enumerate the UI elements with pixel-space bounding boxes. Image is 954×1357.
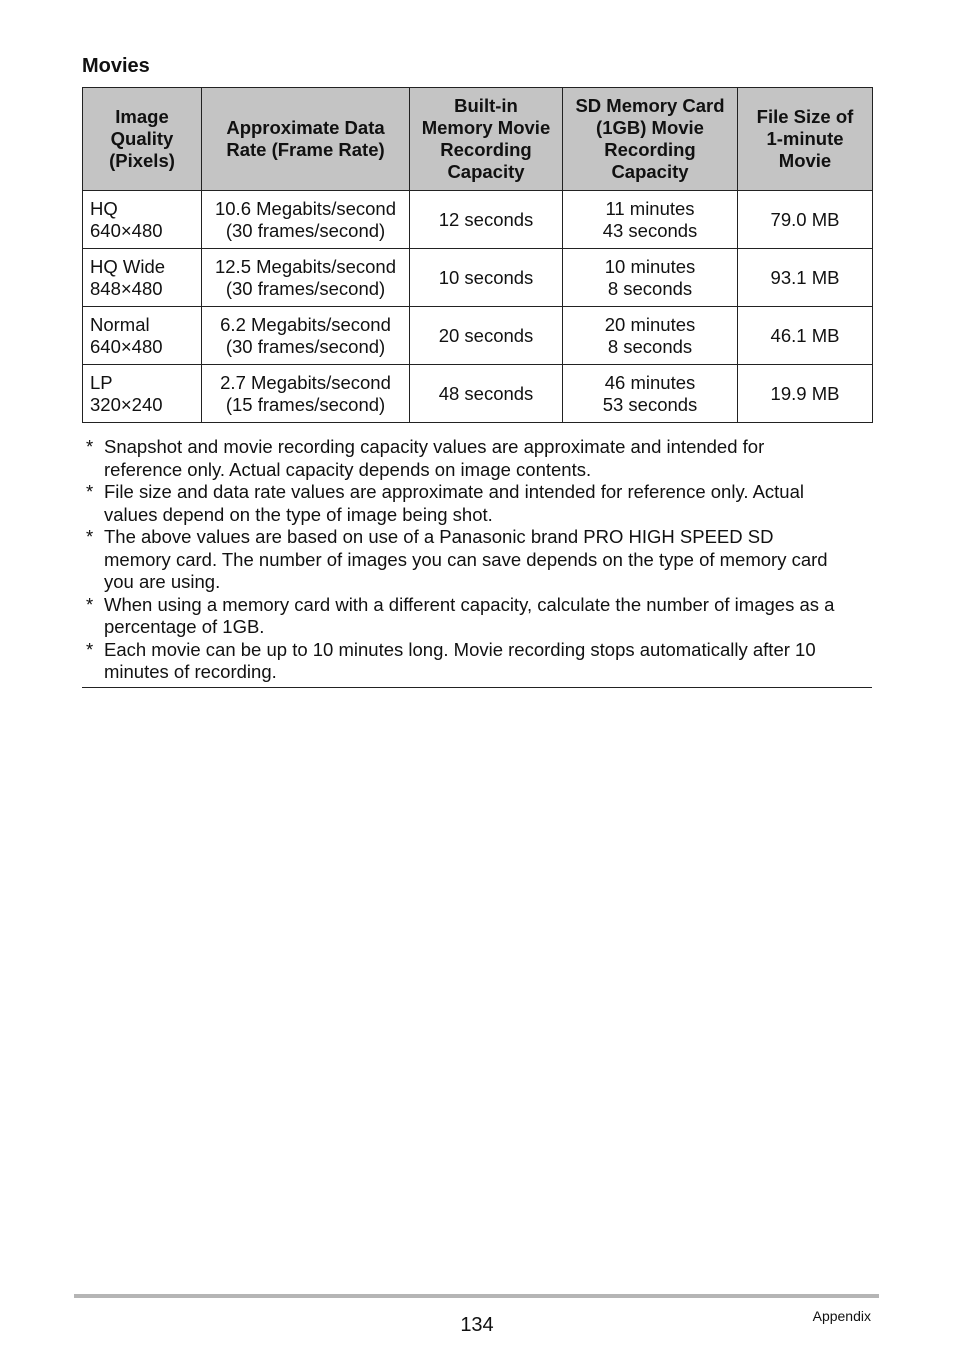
- cell-data-rate: 10.6 Megabits/second (30 frames/second): [202, 191, 410, 249]
- asterisk-mark: *: [86, 593, 94, 615]
- cell-image-quality: Normal 640×480: [83, 307, 202, 365]
- cell-data-rate: 6.2 Megabits/second (30 frames/second): [202, 307, 410, 365]
- cell-file-size: 79.0 MB: [738, 191, 873, 249]
- asterisk-mark: *: [86, 526, 94, 547]
- cell-image-quality: LP 320×240: [83, 365, 202, 423]
- header-image-quality: Image Quality (Pixels): [83, 88, 202, 191]
- cell-file-size: 93.1 MB: [738, 249, 873, 307]
- section-title: Movies: [82, 55, 150, 77]
- cell-builtin-capacity: 20 seconds: [410, 307, 563, 365]
- cell-image-quality: HQ 640×480: [83, 191, 202, 249]
- notes-divider: [82, 687, 872, 688]
- table-row: [83, 307, 873, 365]
- note-item: * Snapshot and movie recording capacity values are approximate and intended for reference only. Actual capacity depends on image contents.: [86, 436, 765, 480]
- cell-builtin-capacity: 12 seconds: [410, 191, 563, 249]
- movie-capacity-table: [82, 87, 873, 423]
- note-item: * The above values are based on use of a Panasonic brand PRO HIGH SPEED SD memory card. The number of images you can save depends on the type of memory card you are using.: [86, 526, 828, 592]
- cell-sd-capacity: 20 minutes 8 seconds: [563, 307, 738, 365]
- note-item: * File size and data rate values are approximate and intended for reference only. Actual values depend on the type of image being shot.: [86, 481, 804, 525]
- table-header-row: [83, 88, 873, 191]
- table-row: [83, 249, 873, 307]
- note-item: * When using a memory card with a different capacity, calculate the number of images as a percentage of 1GB.: [86, 593, 835, 637]
- cell-data-rate: 12.5 Megabits/second (30 frames/second): [202, 249, 410, 307]
- cell-sd-capacity: 10 minutes 8 seconds: [563, 249, 738, 307]
- table-row: [83, 191, 873, 249]
- header-data-rate: Approximate Data Rate (Frame Rate): [202, 88, 410, 191]
- table-row: [83, 365, 873, 423]
- asterisk-mark: *: [86, 481, 94, 502]
- cell-sd-capacity: 46 minutes 53 seconds: [563, 365, 738, 423]
- asterisk-mark: *: [86, 638, 94, 660]
- notes-list: [82, 436, 872, 684]
- footer-divider: [74, 1294, 879, 1298]
- header-builtin-capacity: Built-in Memory Movie Recording Capacity: [410, 88, 563, 191]
- header-file-size: File Size of 1-minute Movie: [738, 88, 873, 191]
- cell-file-size: 19.9 MB: [738, 365, 873, 423]
- cell-builtin-capacity: 48 seconds: [410, 365, 563, 423]
- cell-image-quality: HQ Wide 848×480: [83, 249, 202, 307]
- cell-builtin-capacity: 10 seconds: [410, 249, 563, 307]
- footer-section-label: Appendix: [812, 1308, 871, 1324]
- cell-file-size: 46.1 MB: [738, 307, 873, 365]
- note-item: * Each movie can be up to 10 minutes long. Movie recording stops automatically after 10 minutes of recording.: [86, 638, 816, 682]
- asterisk-mark: *: [86, 436, 94, 457]
- header-sd-capacity: SD Memory Card (1GB) Movie Recording Capacity: [563, 88, 738, 191]
- page-number: 134: [460, 1314, 494, 1336]
- cell-sd-capacity: 11 minutes 43 seconds: [563, 191, 738, 249]
- cell-data-rate: 2.7 Megabits/second (15 frames/second): [202, 365, 410, 423]
